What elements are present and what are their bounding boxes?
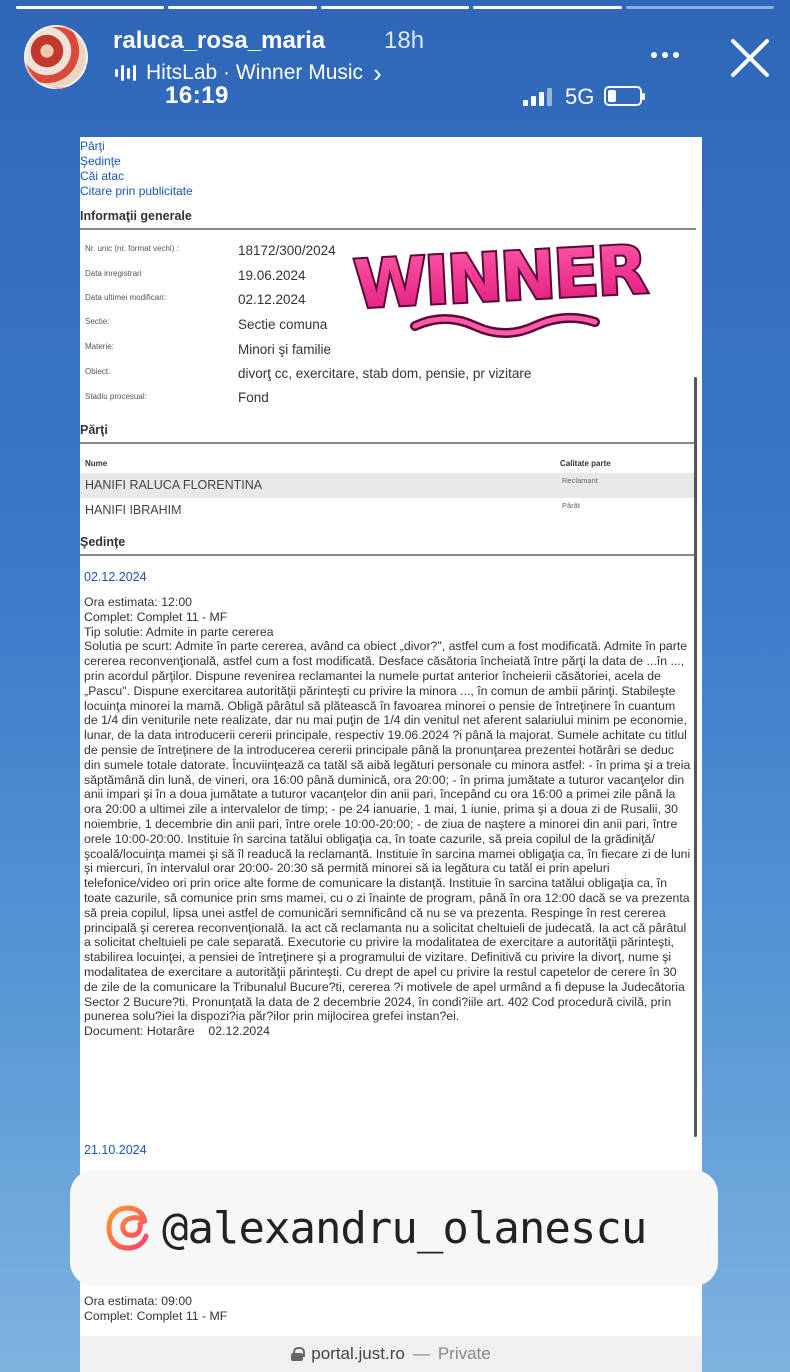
- section-parties-title: Părţi: [80, 423, 108, 437]
- session-document: Document: Hotarâre 02.12.2024: [84, 1024, 270, 1039]
- session-solution-text: Solutia pe scurt: Admite în parte cererea, având ca obiect „divor?", astfel cum a fost modificată. Admite în parte cererea reconvenţională, astfel cum a fost modificată. Desface căsătoria încheiată între părţi la data de ...în ..., prin acordul părţilor. Dispune revenirea reclamantei la numele purtat anterior încheierii căsătoriei, acela de „Pascu". Dispune exercitarea autorităţii părinteşti cu privire la minora ..., în comun de ambii părinţi. Stabileşte locuinţa minorei la mamă. Obligă pârâtul să plătească în favoarea minorei o pensie de întreţinere în cuantum de 1/4 din veniturile nete realizate, dar nu mai puţin de 1/4 din venitul net aferent salariului minim pe economie, lunar, de la data introducerii cererii principale, respectiv 19.06.2024 ?i până la majorat. Sumele achitate cu titlul de pensie de întreţinere de la introducerea cererii principale până la pronunţarea prezentei hotărâri se deduc din sumele totale datorate. Încuviinţează ca tatăl să aibă legături personale cu minora astfel: - în prima şi a treia săptămână din lună, de vineri, ora 16:00 până duminică, ora 20:00; - în prima jumătate a tuturor vacanţelor din anii impari şi în a doua jumătate a tuturor vacanţelor din anii pari, începând cu ora 16:00 a primei zile până la ora 20:00 a ultimei zile a intervalelor de timp; - pe 24 ianuarie, 1 mai, 1 iunie, prima şi a doua zi de Rusalii, 30 noiembrie, 1 decembrie din anii pari, între orele 10:00-20:00; - de ziua de naştere a minorei din anii pari, între orele 10:00-20:00. Instituie în sarcina tatălui obligaţia ca, în toate cazurile, să preia copilul de la grădiniţă/şcoală/locuinţa mamei şi să îl readucă la reclamantă. Instituie în sarcina mamei obligaţia ca, în fiecare zi de luni şi miercuri, în intervalul orar 20:00- 20:30 să permită minorei să ia legătura cu tatăl ei prin apeluri telefonice/video ori prin orice alte forme de comunicare la distanţă. Instituie în sarcina tatălui obligaţia ca, în toate cazurile, să comunice prin sms mamei, cu o zi înainte de program, până în ora 12:00 dacă se va prezenta să preia copilul, lipsa unei astfel de comunicări semnificând că nu se va prezenta. Respinge în rest cererea principală şi cererea reconvenţională. Ia act că reclamanta nu a solicitat cheltuieli de judecată. Ia act că pârâtul a solicitat cheltuieli pe cale separată. Executorie cu privire la modalitatea de exercitare a autorităţii părinteşti, stabilirea locuinţei, a pensiei de întreţinere şi a programului de vizitare. Definitivă cu privire la divorţ, nume şi modalitatea de exercitare a autorităţii părinteşti. Cu drept de apel cu privire la restul capetelor de cerere în 30 de zile de la comunicare la Tribunalul Bucure?ti, cererea ?i motivele de apel urmând a fi depuse la Judecătoria Sector 2 Bucure?ti. Pronunţată la data de 2 decembrie 2024, în condi?iile art. 402 Cod procedură civilă, prin punerea solu?iei la dispozi?ia păr?ilor prin mijlocirea grefei instan?ei.: [84, 639, 691, 1024]
- network-type: 5G: [565, 84, 595, 109]
- session-date[interactable]: 21.10.2024: [84, 1143, 147, 1157]
- chevron-right-icon: ›: [373, 58, 382, 88]
- winner-underline-inner: [415, 318, 595, 333]
- battery-icon: [604, 86, 642, 106]
- info-value: Fond: [238, 390, 269, 405]
- progress-segment: [473, 6, 621, 9]
- col-header-name: Nume: [85, 459, 108, 468]
- session-details: [84, 595, 692, 1039]
- progress-segment: [16, 6, 164, 9]
- party-name: HANIFI RALUCA FLORENTINA: [85, 478, 263, 492]
- info-label: Stadiu procesual:: [85, 392, 147, 401]
- threads-icon: [104, 1204, 152, 1252]
- info-label: Data ultimei modificari:: [85, 293, 166, 302]
- info-label: Nr. unic (nr. format vechi) :: [85, 244, 179, 253]
- info-value: Sectie comuna: [238, 317, 328, 332]
- info-value: 18172/300/2024: [238, 243, 336, 258]
- link-parti[interactable]: Părţi: [80, 139, 105, 153]
- winner-sticker[interactable]: [352, 222, 648, 344]
- time-ago: 18h: [384, 27, 425, 54]
- session-date[interactable]: 02.12.2024: [84, 570, 147, 584]
- close-icon[interactable]: [728, 36, 772, 80]
- more-options-icon[interactable]: [651, 52, 679, 58]
- section-sessions-title: Şedinţe: [80, 535, 126, 549]
- inner-clock: 16:19: [165, 82, 229, 109]
- scrollbar[interactable]: [694, 377, 697, 1137]
- signal-icon: [523, 88, 552, 106]
- section-sessions: [80, 535, 696, 549]
- music-title: HitsLab · Winner Music: [146, 61, 364, 84]
- avatar[interactable]: [24, 25, 88, 89]
- anchor-links: [80, 137, 702, 199]
- party-row: [80, 473, 694, 498]
- url-mode: Private: [437, 1344, 491, 1363]
- mention-handle: @alexandru_olanescu: [162, 1202, 647, 1254]
- url-bar[interactable]: [80, 1336, 702, 1372]
- info-value: 02.12.2024: [238, 292, 306, 307]
- info-label: Sectie:: [85, 317, 110, 326]
- inner-status-bar: [80, 80, 702, 136]
- progress-segment: [626, 6, 774, 9]
- session-time: Ora estimata: 12:00: [84, 595, 192, 609]
- session-time: Ora estimata: 09:00: [84, 1294, 192, 1308]
- info-value: 19.06.2024: [238, 268, 306, 283]
- info-label: Data inregistrari: [85, 269, 142, 278]
- link-citare[interactable]: Citare prin publicitate: [80, 184, 193, 198]
- mention-sticker[interactable]: [70, 1170, 718, 1286]
- progress-segment: [168, 6, 316, 9]
- username[interactable]: raluca_rosa_maria: [113, 27, 326, 54]
- info-label: Obiect:: [85, 367, 111, 376]
- section-parties: [80, 423, 696, 437]
- session-details: [84, 1294, 692, 1324]
- story-progress-bar: [16, 6, 774, 9]
- party-name: HANIFI IBRAHIM: [85, 503, 182, 517]
- session-panel: Complet: Complet 11 - MF: [84, 609, 228, 624]
- party-role: Reclamant: [562, 476, 598, 485]
- section-general: [80, 209, 696, 223]
- winner-sticker-text: WINNER: [352, 231, 648, 324]
- info-value: divorţ cc, exercitare, stab dom, pensie, pr vizitare: [238, 366, 532, 381]
- section-general-title: Informaţii generale: [80, 209, 192, 223]
- party-row: [80, 498, 694, 523]
- url-domain: portal.just.ro: [311, 1344, 405, 1363]
- party-role: Pârât: [562, 501, 580, 510]
- link-cai-atac[interactable]: Căi atac: [80, 169, 125, 183]
- lock-icon: [291, 1347, 303, 1361]
- session-panel: Complet: Complet 11 - MF: [84, 1308, 228, 1323]
- info-value: Minori şi familie: [238, 342, 332, 357]
- col-header-role: Calitate parte: [560, 459, 611, 468]
- progress-segment: [321, 6, 469, 9]
- session-solution-type: Tip solutie: Admite in parte cererea: [84, 624, 274, 639]
- info-label: Materie:: [85, 342, 114, 351]
- url-separator: —: [412, 1344, 430, 1363]
- link-sedinte[interactable]: Şedinţe: [80, 154, 121, 168]
